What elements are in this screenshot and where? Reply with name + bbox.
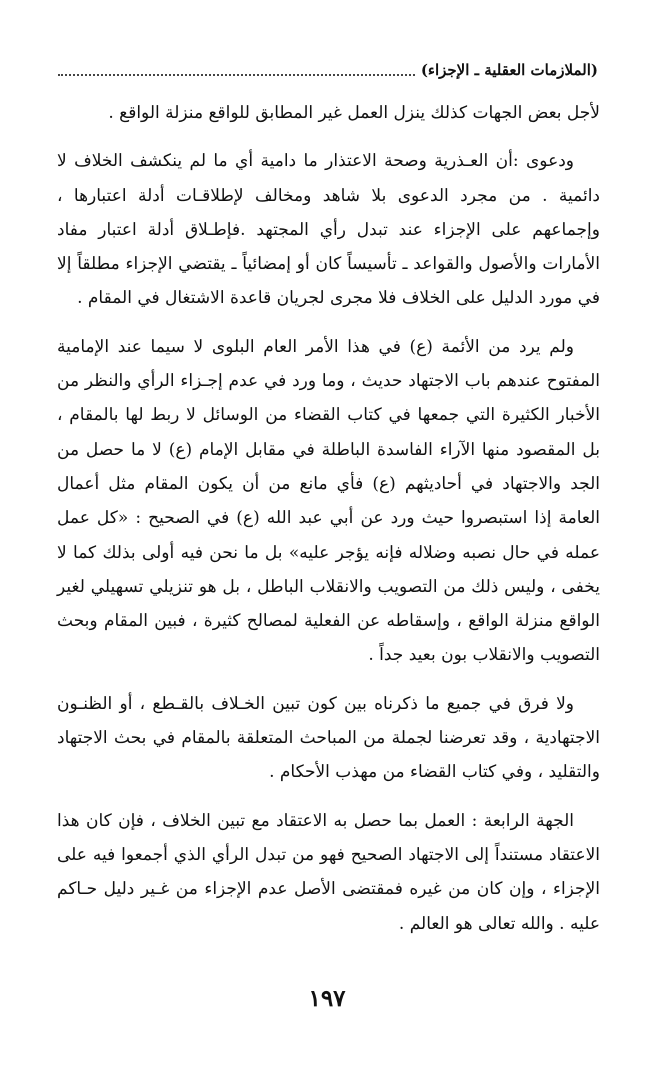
- paragraph: ولا فرق في جميع ما ذكرناه بين كون تبين الخـلاف بالقـطع ، أو الظنـون الاجتهادية ، وقد تعرضنا لجملة من المباحث المتعلقة بالمقام في بحث الاجتهاد والتقليد ، وفي كتاب القضاء من مهذب الأحكام .: [57, 693, 600, 783]
- running-title: (الملازمات العقلية ـ الإجزاء): [420, 61, 598, 79]
- paragraph: الجهة الرابعة : العمل بما حصل به الاعتقاد مع تبين الخلاف ، فإن كان هذا الاعتقاد مستنداً إلى الاجتهاد الصحيح فهو من تبدل الرأي الذي أجمعوا فيه على الإجزاء ، وإن كان من غيره فمقتضى الأصل عدم الإجزاء من غـير دليل حـاكم عليه . والله تعالى هو العالم .: [57, 810, 600, 934]
- paragraph: ودعوى :أن العـذرية وصحة الاعتذار ما دامية أي ما لم ينكشف الخلاف لا دائمية . من مجرد الدعوى بلا شاهد ومخالف لإطلاقـات أدلة اعتبارها ، وإجماعهم على الإجزاء عند تبدل رأي المجتهد .فإطـلاق أدلة اعتبار مفاد الأمارات والأصول والقواعد ـ تأسيساً كان أو إمضائياً ـ يقتضي الإجزاء مطلقاً إلا في مورد الدليل على الخلاف فلا مجرى لجريان قاعدة الاشتغال في المقام .: [57, 151, 600, 309]
- dotted-leader: [58, 64, 415, 76]
- page-number: ١٩٧: [308, 985, 346, 1012]
- paragraph: ولم يرد من الأئمة (ع) في هذا الأمر العام البلوى لا سيما عند الإمامية المفتوح عندهم باب الاجتهاد حديث ، وما ورد في عدم إجـزاء الرأي والنظر من الأخبار الكثيرة التي جمعها في كتاب القضاء من الوسائل لا ربط لها بالمقام ، بل المقصود منها الآراء الفاسدة الباطلة في مقابل الإمام (ع) لا ما حصل من الجد والاجتهاد في أحاديثهم (ع) فأي مانع من أن يكون المقام مثل أعمال العامة إذا استبصروا حيث ورد عن أبي عبد الله (ع) في الصحيح : «كل عمل عمله في حال نصبه وضلاله فإنه يؤجر عليه» بل ما نحن فيه أولى بذلك كما لا يخفى ، وليس ذلك من التصويب والانقلاب الباطل ، بل هو تنزيلي تسهيلي لغير الواقع منزلة الواقع ، وإسقاطه عن الفعلية لمصالح كثيرة ، فبين المقام وبحث التصويب والانقلاب بون بعيد جداً .: [57, 336, 600, 666]
- page-body: [57, 96, 600, 955]
- running-header: [58, 58, 598, 82]
- paragraph: لأجل بعض الجهات كذلك ينزل العمل غير المطابق للواقع منزلة الواقع .: [108, 103, 600, 123]
